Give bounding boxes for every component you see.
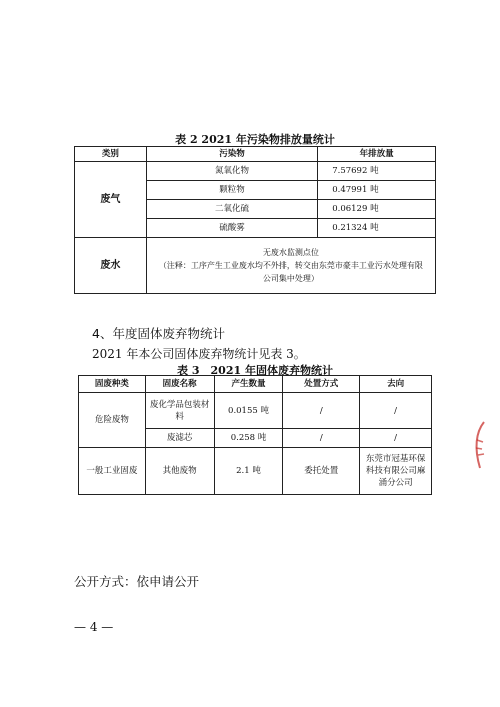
general-category: 一般工业固废 bbox=[79, 448, 146, 495]
header-annual-amount: 年排放量 bbox=[318, 147, 436, 162]
waste-disposal: 委托处置 bbox=[283, 448, 360, 495]
water-note bbox=[146, 238, 435, 294]
header-disposal: 处置方式 bbox=[283, 376, 360, 393]
water-category: 废水 bbox=[75, 238, 147, 294]
waste-name: 其他废物 bbox=[145, 448, 214, 495]
waste-name bbox=[145, 393, 214, 429]
water-note-line: 无废水监测点位 bbox=[262, 248, 319, 257]
waste-quantity: 2.1 吨 bbox=[214, 448, 283, 495]
destination-line: 东莞市冠基环保 bbox=[365, 454, 426, 464]
waste-destination bbox=[360, 448, 432, 495]
pollution-table bbox=[74, 146, 436, 294]
waste-name: 废滤芯 bbox=[145, 429, 214, 448]
waste-disposal: / bbox=[283, 393, 360, 429]
header-pollutant: 污染物 bbox=[146, 147, 317, 162]
pollutant-name: 氮氧化物 bbox=[146, 162, 317, 181]
header-category: 类别 bbox=[75, 147, 147, 162]
pollutant-amount: 0.21324 吨 bbox=[318, 219, 436, 238]
water-note-line: 公司集中处理） bbox=[262, 274, 319, 283]
header-quantity: 产生数量 bbox=[214, 376, 283, 393]
pollutant-amount: 0.06129 吨 bbox=[318, 200, 436, 219]
seal-stamp bbox=[468, 418, 490, 472]
header-waste-name: 固废名称 bbox=[145, 376, 214, 393]
waste-name-line: 料 bbox=[175, 411, 184, 422]
pollutant-name: 二氧化硫 bbox=[146, 200, 317, 219]
disclosure-method: 公开方式：依申请公开 bbox=[74, 574, 200, 589]
table3-title: 表 3 2021 年固体废弃物统计 bbox=[177, 364, 333, 377]
header-waste-type: 固废种类 bbox=[79, 376, 146, 393]
waste-destination: / bbox=[360, 393, 432, 429]
pollutant-amount: 0.47991 吨 bbox=[318, 181, 436, 200]
waste-quantity: 0.258 吨 bbox=[214, 429, 283, 448]
header-destination: 去向 bbox=[360, 376, 432, 393]
waste-disposal: / bbox=[283, 429, 360, 448]
section-intro: 2021 年本公司固体废弃物统计见表 3。 bbox=[92, 347, 306, 361]
pollutant-name: 颗粒物 bbox=[146, 181, 317, 200]
destination-line: 科技有限公司麻 bbox=[365, 466, 426, 476]
waste-destination: / bbox=[360, 429, 432, 448]
pollutant-amount: 7.57692 吨 bbox=[318, 162, 436, 181]
table2-title: 表 2 2021 年污染物排放量统计 bbox=[175, 133, 335, 146]
pollutant-name: 硫酸雾 bbox=[146, 219, 317, 238]
water-note-line: （注释：工序产生工业废水均不外排，转交由东莞市豪丰工业污水处理有限 bbox=[158, 261, 423, 270]
hazardous-category: 危险废物 bbox=[79, 393, 146, 448]
gas-category: 废气 bbox=[75, 162, 147, 238]
waste-name-line: 废化学品包装材 bbox=[149, 399, 210, 410]
solid-waste-table bbox=[78, 375, 432, 495]
destination-line: 涌分公司 bbox=[378, 478, 413, 488]
waste-quantity: 0.0155 吨 bbox=[214, 393, 283, 429]
page-number: — 4 — bbox=[74, 620, 114, 634]
section-heading: 4、年度固体废弃物统计 bbox=[92, 326, 225, 341]
